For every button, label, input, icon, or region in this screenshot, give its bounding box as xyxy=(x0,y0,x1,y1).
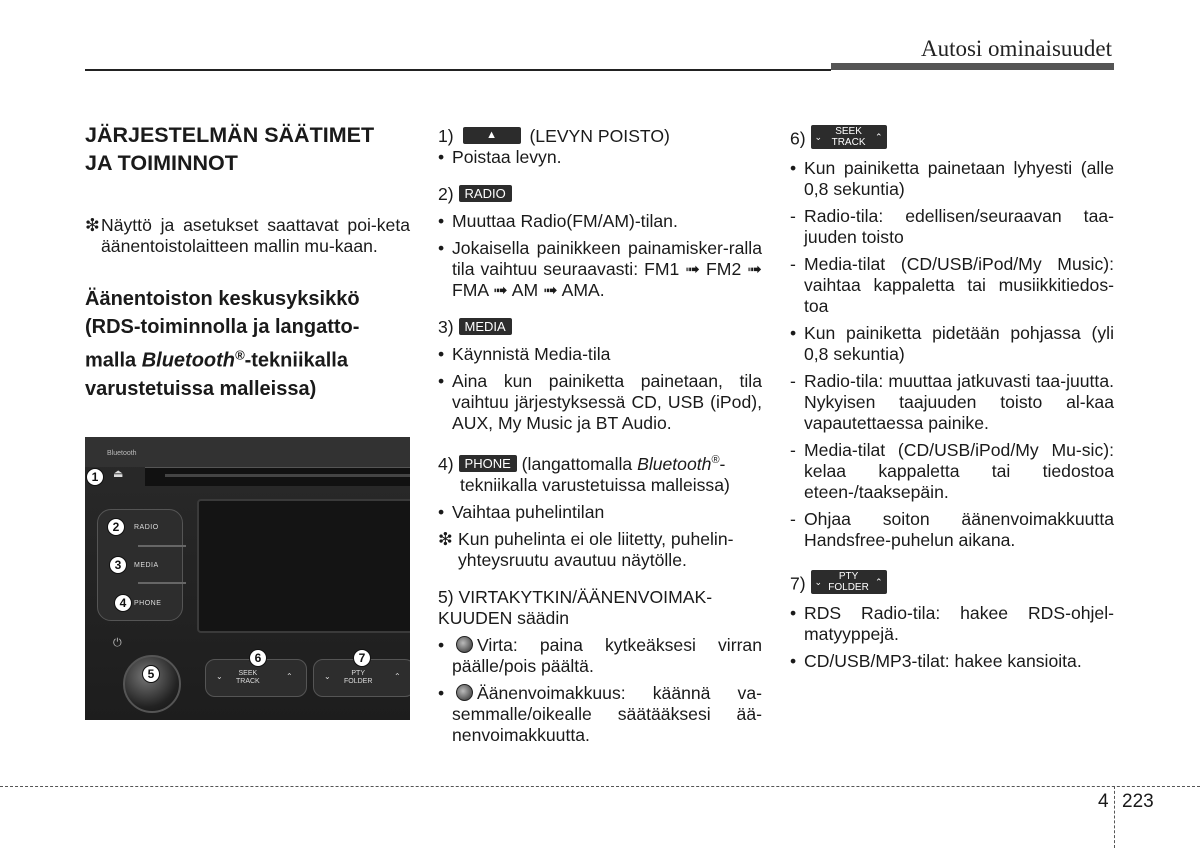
item-1-header: 1) ▲ (LEVYN POISTO) xyxy=(438,126,670,146)
chapter-number: 4 xyxy=(1098,791,1109,812)
display-screen xyxy=(197,499,410,633)
knob-icon xyxy=(456,684,473,701)
volume-knob xyxy=(123,655,181,713)
bluetooth-logo: Bluetooth xyxy=(107,450,137,457)
callout-6: 6 xyxy=(249,649,267,667)
middle-column: 1) ▲ (LEVYN POISTO) • Poistaa levyn. 2) RADIO • Muuttaa Radio(FM/AM)-tilan. • Jokaisella painikkeen painamisker-ralla tila vaihtuu seuraavasti: FM1 ➟ FM2 ➟ FMA ➟ AM ➟ AMA. 3) MEDIA • Käynnistä Media-tila • Aina kun painiketta painetaan, tila vaihtuu järjestyksessä CD, USB (iPod), AUX, My Music ja BT Audio. 4) PHONE (langattomalla Bluetooth®- tekniikalla varustetuissa malleissa) • Vaihtaa puhelintilan ❇ Kun puhelinta ei ole liitetty, puhelin-yhteysruutu avautuu näytölle. 5) VIRTAKYTKIN/ÄÄNENVOIMAK-KUUDEN säädin • Virta: paina kytkeäksesi virran päälle/pois päältä. • Äänenvoimakkuus: käännä va-semmalle/oikealle säätääksesi ää-nenvoimakkuutta. xyxy=(438,126,762,745)
callout-7: 7 xyxy=(353,649,371,667)
radio-button-icon: RADIO xyxy=(459,185,512,202)
head-unit-image xyxy=(85,437,410,720)
radio-label: RADIO xyxy=(134,524,159,531)
pty-folder-rocker: ⌄ PTY FOLDER ⌃ xyxy=(313,659,410,697)
header-rule xyxy=(85,69,831,71)
phone-label: PHONE xyxy=(134,600,162,607)
note-mark-icon: ❇ xyxy=(85,215,100,235)
callout-1: 1 xyxy=(86,468,104,486)
eject-icon: ⏏ xyxy=(113,468,124,480)
knob-icon xyxy=(456,636,473,653)
note-text: Näyttö ja asetukset saattavat poi-keta äänentoistolaitteen mallin mu-kaan. xyxy=(101,215,410,256)
right-column: 6) ⌄ SEEK TRACK ⌃ • Kun painiketta painetaan lyhyesti (alle 0,8 sekuntia) - Radio-tila: edellisen/seuraavan taa-juuden toisto - Media-tilat (CD/USB/iPod/My Music): vaihtaa kappaletta tai musiikkitiedos-toa • Kun painiketta pidetään pohjassa (yli 0,8 sekuntia) - Radio-tila: muuttaa jatkuvasti taa-juutta. Nykyisen taajuuden toisto al-kaa vapautettaessa painike. - Media-tilat (CD/USB/iPod/My Mu-sic): kelaa kappaletta tai tiedostoa eteen-/taaksepäin. - Ohjaa soiton äänenvoimakkuutta Handsfree-puhelun aikana. 7) ⌄ PTY FOLDER ⌃ • RDS Radio-tila: hakee RDS-ohjel-matyyppejä. • CD/USB/MP3-tilat: hakee kansioita. xyxy=(790,126,1114,671)
eject-button-icon: ▲ xyxy=(463,127,521,144)
running-header: Autosi ominaisuudet xyxy=(920,36,1112,61)
page-number: 223 xyxy=(1122,791,1154,812)
seek-track-rocker: ⌄ SEEK TRACK ⌃ xyxy=(205,659,307,697)
footer-rule xyxy=(0,786,1200,787)
item-5-header: 5) VIRTAKYTKIN/ÄÄNENVOIMAK-KUUDEN säädin xyxy=(438,586,713,628)
callout-3: 3 xyxy=(109,556,127,574)
section-heading: JÄRJESTELMÄN SÄÄTIMET JA TOIMINNOT xyxy=(85,123,375,175)
note xyxy=(85,215,410,257)
subheading: Äänentoiston keskusyksikkö (RDS-toiminnolla ja langatto- malla Bluetooth®-tekniikalla varustetuissa malleissa) xyxy=(85,288,360,400)
left-column xyxy=(85,121,410,403)
item-4-header: 4) PHONE (langattomalla Bluetooth®- xyxy=(438,453,726,474)
media-label: MEDIA xyxy=(134,562,159,569)
media-button-icon: MEDIA xyxy=(459,318,512,335)
footer-divider xyxy=(1114,786,1115,848)
callout-4: 4 xyxy=(114,594,132,612)
power-icon: ⏻ xyxy=(113,637,122,649)
seek-track-button-icon: ⌄ SEEK TRACK ⌃ xyxy=(811,125,887,149)
item-7-header: 7) ⌄ PTY FOLDER ⌃ xyxy=(790,573,1114,597)
callout-2: 2 xyxy=(107,518,125,536)
header-rule-accent xyxy=(831,63,1114,70)
item-2-header: 2) RADIO xyxy=(438,184,762,205)
note-mark-icon: ❇ xyxy=(438,528,453,549)
item-6-header: 6) ⌄ SEEK TRACK ⌃ xyxy=(790,128,1114,152)
item-3-header: 3) MEDIA xyxy=(438,317,762,338)
callout-5: 5 xyxy=(142,665,160,683)
pty-folder-button-icon: ⌄ PTY FOLDER ⌃ xyxy=(811,570,887,594)
phone-button-icon: PHONE xyxy=(459,455,517,472)
